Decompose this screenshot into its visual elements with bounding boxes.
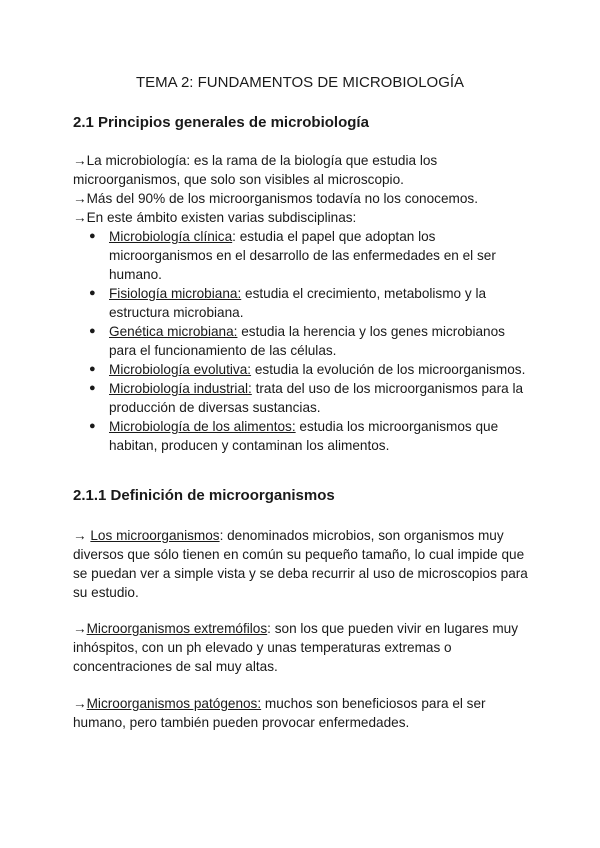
paragraph-pathogens	[73, 694, 533, 732]
arrow-prefix: →	[73, 621, 87, 636]
list-item	[73, 379, 533, 417]
term-extremophiles: Microorganismos extremófilos	[86, 621, 268, 636]
section-heading-2-1: 2.1 Principios generales de microbiología	[73, 114, 369, 131]
term-industrial-microbiology: Microbiología industrial:	[109, 381, 252, 396]
subdisciplines-list	[73, 227, 533, 455]
term-description: estudia la evolución de los microorganismos.	[251, 362, 526, 377]
term-microbial-genetics: Genética microbiana:	[109, 324, 238, 339]
term-description: estudia los microorganismos que habitan, producen y contaminan los alimentos.	[109, 419, 499, 453]
bullet-icon: ●	[89, 420, 96, 432]
paragraph-text: muchos son beneficiosos para el ser humano, pero también pueden provocar enfermedades.	[73, 696, 486, 730]
arrow-prefix: →	[73, 528, 91, 543]
paragraph-extremophiles	[73, 619, 533, 676]
term-description: trata del uso de los microorganismos para la producción de diversas sustancias.	[109, 381, 524, 415]
arrow-prefix: →	[73, 696, 87, 711]
intro-subdisciplines: →En este ámbito existen varias subdisciplinas:	[73, 210, 357, 225]
list-item	[73, 284, 533, 322]
list-item	[73, 360, 533, 379]
bullet-icon: ●	[89, 382, 96, 394]
intro-unknown-percentage: →Más del 90% de los microorganismos todavía no los conocemos.	[73, 191, 478, 206]
list-item	[73, 322, 533, 360]
term-evolutionary-microbiology: Microbiología evolutiva:	[109, 362, 252, 377]
list-item	[73, 417, 533, 455]
document-title: TEMA 2: FUNDAMENTOS DE MICROBIOLOGÍA	[135, 74, 465, 91]
term-pathogens: Microorganismos patógenos:	[86, 696, 262, 711]
paragraph-microorganisms	[73, 526, 533, 602]
intro-microbiology-definition: →La microbiología: es la rama de la biología que estudia los microorganismos, que solo son visibles al microscopio.	[73, 153, 438, 187]
bullet-icon: ●	[89, 287, 96, 299]
term-description: estudia el crecimiento, metabolismo y la estructura microbiana.	[109, 286, 487, 320]
list-item	[73, 227, 533, 284]
term-food-microbiology: Microbiología de los alimentos:	[109, 419, 296, 434]
section-heading-2-1-1: 2.1.1 Definición de microorganismos	[73, 487, 335, 504]
paragraph-text: : son los que pueden vivir en lugares muy inhóspitos, con un ph elevado y unas temperaturas extremas o concentraciones de sal muy altas.	[73, 621, 519, 674]
bullet-icon: ●	[89, 363, 96, 375]
term-description: : estudia el papel que adoptan los microorganismos en el desarrollo de las enfermedades en el ser humano.	[109, 229, 496, 282]
paragraph-text: : denominados microbios, son organismos muy diversos que sólo tienen en común su pequeño tamaño, lo cual impide que se puedan ver a simple vista y se deba recurrir al uso de microscopios para su estudio.	[73, 528, 528, 600]
term-clinical-microbiology: Microbiología clínica	[109, 229, 233, 244]
term-microbial-physiology: Fisiología microbiana:	[109, 286, 242, 301]
bullet-icon: ●	[89, 230, 96, 242]
bullet-icon: ●	[89, 325, 96, 337]
term-description: estudia la herencia y los genes microbianos para el funcionamiento de las células.	[109, 324, 505, 358]
term-microorganisms: Los microorganismos	[90, 528, 220, 543]
